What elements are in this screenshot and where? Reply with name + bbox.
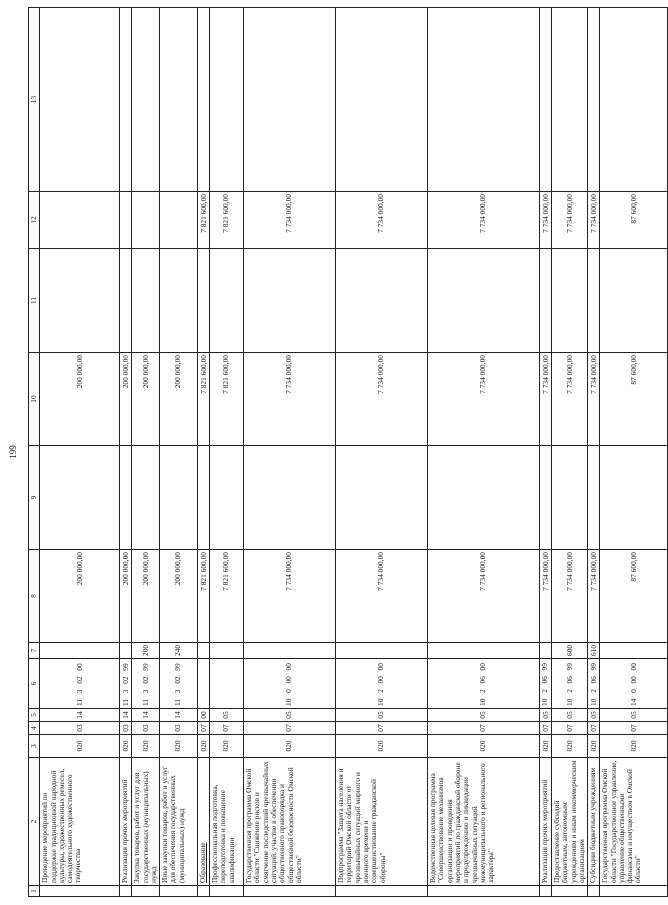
table-row (600, 8, 668, 897)
row-number-cell (40, 886, 120, 897)
item-name-cell: Ведомственная целевая программа "Совершенствование механизмов организации и проведения мероприятий по гражданской обороне и предупреждению и ликвидации чрезвычайных ситуаций межмуниципального и регионального характера" (428, 758, 540, 886)
code-cell: 05 (540, 709, 552, 722)
expense-type-cell (120, 643, 132, 659)
amount-cell: 7 821 600,00 (198, 353, 210, 446)
code-cell: 020 (132, 735, 160, 758)
amount-cell (336, 446, 428, 550)
amount-cell: 7 734 000,00 (428, 192, 540, 249)
page-number: 199 (8, 445, 18, 459)
amount-cell (40, 192, 120, 249)
amount-cell (210, 446, 244, 550)
item-name-cell: Проведение мероприятий по поддержке традиционной народной культуры, художественных ремесел, самодеятельного художественного творчества (40, 758, 120, 886)
code-cell: 14 (40, 709, 120, 722)
row-number-cell (120, 886, 132, 897)
code-cell: 07 (588, 722, 600, 735)
expense-type-cell: 200 (132, 643, 160, 659)
column-header: 5 (29, 709, 40, 722)
row-number-cell (336, 886, 428, 897)
row-number-cell (428, 886, 540, 897)
code-cell: 05 (244, 709, 336, 722)
code-cell: 020 (244, 735, 336, 758)
item-name-cell: Реализация прочих мероприятий (540, 758, 552, 886)
expense-type-cell (210, 643, 244, 659)
column-header: 11 (29, 249, 40, 353)
amount-cell (210, 249, 244, 353)
amount-cell (120, 446, 132, 550)
code-cell: 03 (120, 722, 132, 735)
amount-cell: 7 734 000,00 (244, 550, 336, 643)
amount-cell: 200 000,00 (120, 353, 132, 446)
budget-table (28, 7, 668, 897)
amount-cell (552, 446, 588, 550)
table-row (40, 8, 120, 897)
target-article-cell: 10 2 06 99 (588, 659, 600, 709)
amount-cell: 7 734 000,00 (540, 550, 552, 643)
target-article-cell: 10 2 06 99 (540, 659, 552, 709)
amount-cell: 200 000,00 (160, 353, 198, 446)
amount-cell: 7 734 000,00 (552, 192, 588, 249)
target-article-cell: 10 0 00 00 (244, 659, 336, 709)
code-cell: 05 (600, 709, 668, 722)
column-header: 6 (29, 659, 40, 709)
table-row (244, 8, 336, 897)
amount-cell (160, 192, 198, 249)
table-row (336, 8, 428, 897)
table-row (132, 8, 160, 897)
amount-cell (428, 249, 540, 353)
table-row (588, 8, 600, 897)
row-number-cell (210, 886, 244, 897)
code-cell: 07 (540, 722, 552, 735)
column-header: 10 (29, 353, 40, 446)
target-article-cell (198, 659, 210, 709)
amount-cell (600, 446, 668, 550)
expense-type-cell: 240 (160, 643, 198, 659)
amount-cell (552, 8, 588, 192)
code-cell: 020 (210, 735, 244, 758)
code-cell: 020 (600, 735, 668, 758)
column-header: 4 (29, 722, 40, 735)
amount-cell: 200 000,00 (132, 550, 160, 643)
target-article-cell (210, 659, 244, 709)
code-cell: 14 (160, 709, 198, 722)
code-cell: 00 (198, 709, 210, 722)
amount-cell: 7 734 000,00 (588, 192, 600, 249)
amount-cell (132, 192, 160, 249)
item-name-cell: Государственная программа Омской области "Государственное управление, управление общественными финансами и имуществом в Омской области" (600, 758, 668, 886)
column-header: 12 (29, 192, 40, 249)
table-row (428, 8, 540, 897)
row-number-cell (132, 886, 160, 897)
amount-cell: 7 734 000,00 (540, 192, 552, 249)
amount-cell (336, 249, 428, 353)
amount-cell (120, 192, 132, 249)
amount-cell: 7 734 000,00 (244, 353, 336, 446)
amount-cell (540, 8, 552, 192)
amount-cell (198, 249, 210, 353)
item-name-cell: Государственная программа Омской области "Снижение рисков и смягчение последствий чрезвычайных ситуаций, участие в обеспечении общественного правопорядка и общественной безопасности Омской области" (244, 758, 336, 886)
amount-cell: 7 734 000,00 (588, 550, 600, 643)
item-name-cell: Профессиональная подготовка, переподготовка и повышение квалификации (210, 758, 244, 886)
target-article-cell: 11 3 02 99 (132, 659, 160, 709)
code-cell: 07 (244, 722, 336, 735)
target-article-cell: 10 2 06 00 (428, 659, 540, 709)
amount-cell: 200 000,00 (40, 550, 120, 643)
expense-type-cell (198, 643, 210, 659)
expense-type-cell: 610 (588, 643, 600, 659)
amount-cell (40, 446, 120, 550)
amount-cell (198, 446, 210, 550)
code-cell: 020 (40, 735, 120, 758)
target-article-cell: 10 2 00 00 (336, 659, 428, 709)
code-cell: 03 (40, 722, 120, 735)
amount-cell (428, 8, 540, 192)
amount-cell: 200 000,00 (40, 353, 120, 446)
item-name-cell: Образование (198, 758, 210, 886)
amount-cell (198, 8, 210, 192)
expense-type-cell (428, 643, 540, 659)
amount-cell (244, 8, 336, 192)
code-cell: 07 (210, 722, 244, 735)
expense-type-cell (244, 643, 336, 659)
amount-cell (210, 8, 244, 192)
amount-cell: 7 821 600,00 (210, 353, 244, 446)
column-header: 8 (29, 550, 40, 643)
amount-cell (120, 249, 132, 353)
code-cell: 03 (160, 722, 198, 735)
code-cell: 07 (198, 722, 210, 735)
amount-cell: 7 734 000,00 (336, 192, 428, 249)
code-cell: 020 (336, 735, 428, 758)
target-article-cell: 11 3 02 99 (120, 659, 132, 709)
amount-cell: 7 734 000,00 (428, 353, 540, 446)
code-cell: 07 (552, 722, 588, 735)
item-name-cell: Закупка товаров, работ и услуг для государственных (муниципальных) нужд (132, 758, 160, 886)
amount-cell: 7 734 000,00 (552, 550, 588, 643)
table-row (198, 8, 210, 897)
table-row (120, 8, 132, 897)
code-cell: 14 (132, 709, 160, 722)
amount-cell: 87 600,00 (600, 353, 668, 446)
amount-cell: 7 734 000,00 (428, 550, 540, 643)
row-number-cell (244, 886, 336, 897)
amount-cell (132, 446, 160, 550)
column-header: 7 (29, 643, 40, 659)
row-number-cell (600, 886, 668, 897)
amount-cell: 87 600,00 (600, 550, 668, 643)
amount-cell (540, 446, 552, 550)
code-cell: 020 (428, 735, 540, 758)
amount-cell (428, 446, 540, 550)
expense-type-cell (40, 643, 120, 659)
amount-cell (540, 249, 552, 353)
table-row (552, 8, 588, 897)
item-name-cell: Подпрограмма "Защита населения и территорий Омской области от чрезвычайных ситуаций мирного и военного времени и совершенствование гражданской обороны" (336, 758, 428, 886)
code-cell: 020 (540, 735, 552, 758)
target-article-cell: 11 3 02 99 (160, 659, 198, 709)
amount-cell (120, 8, 132, 192)
expense-type-cell: 600 (552, 643, 588, 659)
code-cell: 07 (600, 722, 668, 735)
amount-cell (336, 8, 428, 192)
amount-cell (40, 249, 120, 353)
item-name-cell: Субсидии бюджетным учреждениям (588, 758, 600, 886)
expense-type-cell (540, 643, 552, 659)
row-number-cell (198, 886, 210, 897)
code-cell: 020 (120, 735, 132, 758)
amount-cell (600, 249, 668, 353)
amount-cell: 7 734 000,00 (588, 353, 600, 446)
item-name-cell: Предоставление субсидий бюджетным, автономным учреждениям и иным некоммерческим организациям (552, 758, 588, 886)
target-article-cell: 14 0 00 00 (600, 659, 668, 709)
amount-cell: 7 734 000,00 (336, 550, 428, 643)
item-name-cell: Реализация прочих мероприятий (120, 758, 132, 886)
table-row (160, 8, 198, 897)
amount-cell (588, 249, 600, 353)
code-cell: 020 (198, 735, 210, 758)
code-cell: 020 (160, 735, 198, 758)
column-header: 9 (29, 446, 40, 550)
amount-cell (588, 446, 600, 550)
amount-cell (160, 249, 198, 353)
amount-cell (552, 249, 588, 353)
amount-cell (588, 8, 600, 192)
amount-cell: 7 734 000,00 (336, 353, 428, 446)
code-cell: 05 (552, 709, 588, 722)
amount-cell (244, 249, 336, 353)
amount-cell (132, 8, 160, 192)
code-cell: 020 (552, 735, 588, 758)
amount-cell: 200 000,00 (132, 353, 160, 446)
item-name-cell: Иные закупки товаров, работ и услуг для обеспечения государственных (муниципальных) нужд (160, 758, 198, 886)
target-article-cell: 11 3 02 00 (40, 659, 120, 709)
amount-cell (40, 8, 120, 192)
row-number-cell (588, 886, 600, 897)
table-row (210, 8, 244, 897)
column-number-row (29, 8, 40, 897)
code-cell: 14 (120, 709, 132, 722)
amount-cell (132, 249, 160, 353)
amount-cell: 7 821 600,00 (198, 550, 210, 643)
amount-cell: 7 821 600,00 (198, 192, 210, 249)
expense-type-cell (336, 643, 428, 659)
amount-cell: 7 734 000,00 (540, 353, 552, 446)
code-cell: 05 (428, 709, 540, 722)
amount-cell: 7 734 000,00 (244, 192, 336, 249)
amount-cell: 200 000,00 (160, 550, 198, 643)
expense-type-cell (600, 643, 668, 659)
amount-cell: 200 000,00 (120, 550, 132, 643)
code-cell: 07 (336, 722, 428, 735)
code-cell: 05 (210, 709, 244, 722)
code-cell: 020 (588, 735, 600, 758)
column-header: 2 (29, 758, 40, 886)
amount-cell: 87 600,00 (600, 192, 668, 249)
amount-cell (160, 446, 198, 550)
amount-cell (600, 8, 668, 192)
code-cell: 07 (428, 722, 540, 735)
row-number-cell (540, 886, 552, 897)
code-cell: 03 (132, 722, 160, 735)
table-row (540, 8, 552, 897)
row-number-cell (160, 886, 198, 897)
amount-cell: 7 821 600,00 (210, 550, 244, 643)
target-article-cell: 10 2 06 99 (552, 659, 588, 709)
amount-cell (160, 8, 198, 192)
column-header: 1 (29, 886, 40, 897)
code-cell: 05 (588, 709, 600, 722)
amount-cell (244, 446, 336, 550)
row-number-cell (552, 886, 588, 897)
amount-cell: 7 734 000,00 (552, 353, 588, 446)
column-header: 13 (29, 8, 40, 192)
amount-cell: 7 821 600,00 (210, 192, 244, 249)
column-header: 3 (29, 735, 40, 758)
code-cell: 05 (336, 709, 428, 722)
